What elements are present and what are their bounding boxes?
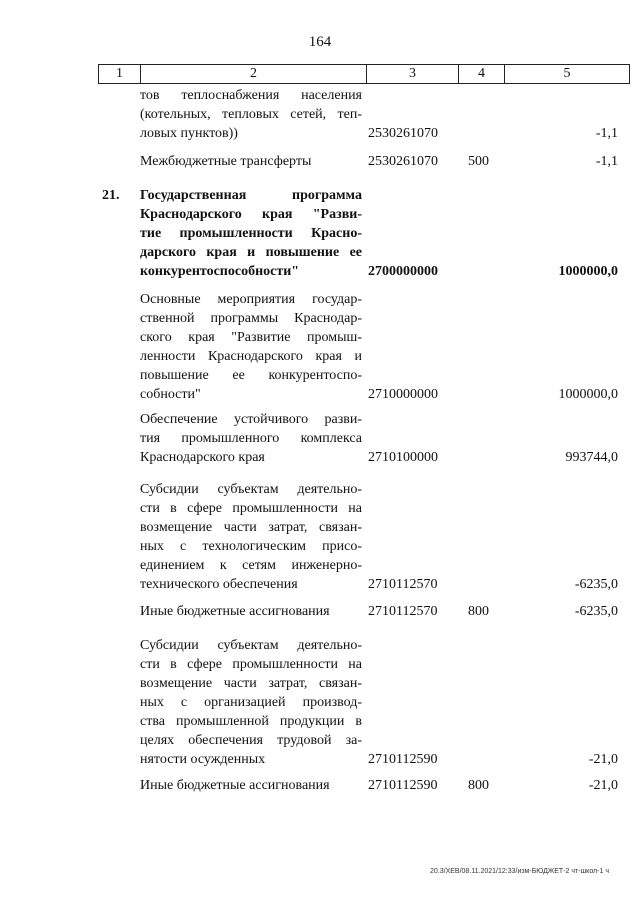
- row-amount: -21,0: [588, 752, 618, 767]
- row-code: 2710000000: [368, 387, 438, 402]
- row-code: 2710100000: [368, 450, 438, 465]
- header-col-2: 2: [141, 65, 367, 83]
- description-line: дарского края и повышение ее: [140, 245, 362, 260]
- description-line: единением к сетям инженерно-: [140, 558, 362, 573]
- row-code: 2710112570: [368, 577, 438, 592]
- footer-note: 20.3/ХЕВ/08.11.2021/12:33/изм-БЮДЖЕТ-2 чт-школ-1 ч: [430, 868, 609, 875]
- description-line: ных с технологическим присо-: [140, 539, 362, 554]
- description-line: ства промышленной продукции в: [140, 714, 362, 729]
- description-line: возмещение части затрат, связан-: [140, 520, 362, 535]
- row-description: [140, 410, 362, 467]
- header-col-3: 3: [367, 65, 459, 83]
- header-col-4: 4: [459, 65, 505, 83]
- description-line: целях обеспечения трудовой за-: [140, 733, 362, 748]
- description-line: ского края "Развитие промыш-: [140, 330, 362, 345]
- description-line: Краснодарского края: [140, 450, 265, 465]
- row-description: [140, 290, 362, 404]
- description-line: тия промышленного комплекса: [140, 431, 362, 446]
- description-line: конкурентоспособности": [140, 264, 300, 279]
- page-number: 164: [308, 34, 332, 50]
- description-line: Основные мероприятия государ-: [140, 292, 362, 307]
- description-line: Обеспечение устойчивого разви-: [140, 412, 362, 427]
- row-description: [140, 186, 362, 281]
- description-line: сти в сфере промышленности на: [140, 657, 362, 672]
- description-line: Иные бюджетные ассигнования: [140, 604, 330, 619]
- row-description: [140, 602, 362, 621]
- row-amount: -1,1: [595, 126, 618, 141]
- row-description: [140, 86, 362, 143]
- description-line: ственной программы Краснодар-: [140, 311, 362, 326]
- row-expense-type: 800: [468, 778, 489, 793]
- description-line: ловых пунктов)): [140, 126, 238, 141]
- row-amount: -21,0: [588, 778, 618, 793]
- description-line: возмещение части затрат, связан-: [140, 676, 362, 691]
- row-expense-type: 500: [468, 154, 489, 169]
- row-description: [140, 152, 362, 171]
- description-line: тов теплоснабжения населения: [140, 88, 362, 103]
- row-amount: -6235,0: [574, 604, 618, 619]
- header-col-5: 5: [563, 66, 571, 81]
- description-line: повышение ее конкурентоспо-: [140, 368, 362, 383]
- row-amount: 1000000,0: [558, 387, 618, 402]
- row-description: [140, 480, 362, 594]
- row-expense-type: 800: [468, 604, 489, 619]
- description-line: Краснодарского края "Разви-: [140, 207, 362, 222]
- description-line: собности": [140, 387, 201, 402]
- row-amount: -6235,0: [574, 577, 618, 592]
- description-line: Межбюджетные трансферты: [140, 154, 312, 169]
- row-code: 2530261070: [368, 126, 438, 141]
- description-line: нятости осужденных: [140, 752, 266, 767]
- description-line: сти в сфере промышленности на: [140, 501, 362, 516]
- description-line: Иные бюджетные ассигнования: [140, 778, 330, 793]
- row-amount: 1000000,0: [558, 264, 618, 279]
- description-line: Субсидии субъектам деятельно-: [140, 638, 362, 653]
- header-col-1: 1: [99, 65, 141, 83]
- description-line: тие промышленности Красно-: [140, 226, 362, 241]
- row-code: 2530261070: [368, 154, 438, 169]
- row-description: [140, 776, 362, 795]
- table-header: [98, 64, 630, 84]
- description-line: Субсидии субъектам деятельно-: [140, 482, 362, 497]
- row-description: [140, 636, 362, 769]
- row-code: 2710112590: [368, 778, 438, 793]
- description-line: ных с организацией производ-: [140, 695, 362, 710]
- row-number: 21.: [102, 188, 120, 203]
- description-line: технического обеспечения: [140, 577, 298, 592]
- description-line: Государственная программа: [140, 188, 362, 203]
- row-amount: 993744,0: [565, 450, 618, 465]
- description-line: ленности Краснодарского края и: [140, 349, 362, 364]
- row-code: 2710112570: [368, 604, 438, 619]
- row-code: 2710112590: [368, 752, 438, 767]
- row-code: 2700000000: [368, 264, 438, 279]
- description-line: (котельных, тепловых сетей, теп-: [140, 107, 362, 122]
- row-amount: -1,1: [595, 154, 618, 169]
